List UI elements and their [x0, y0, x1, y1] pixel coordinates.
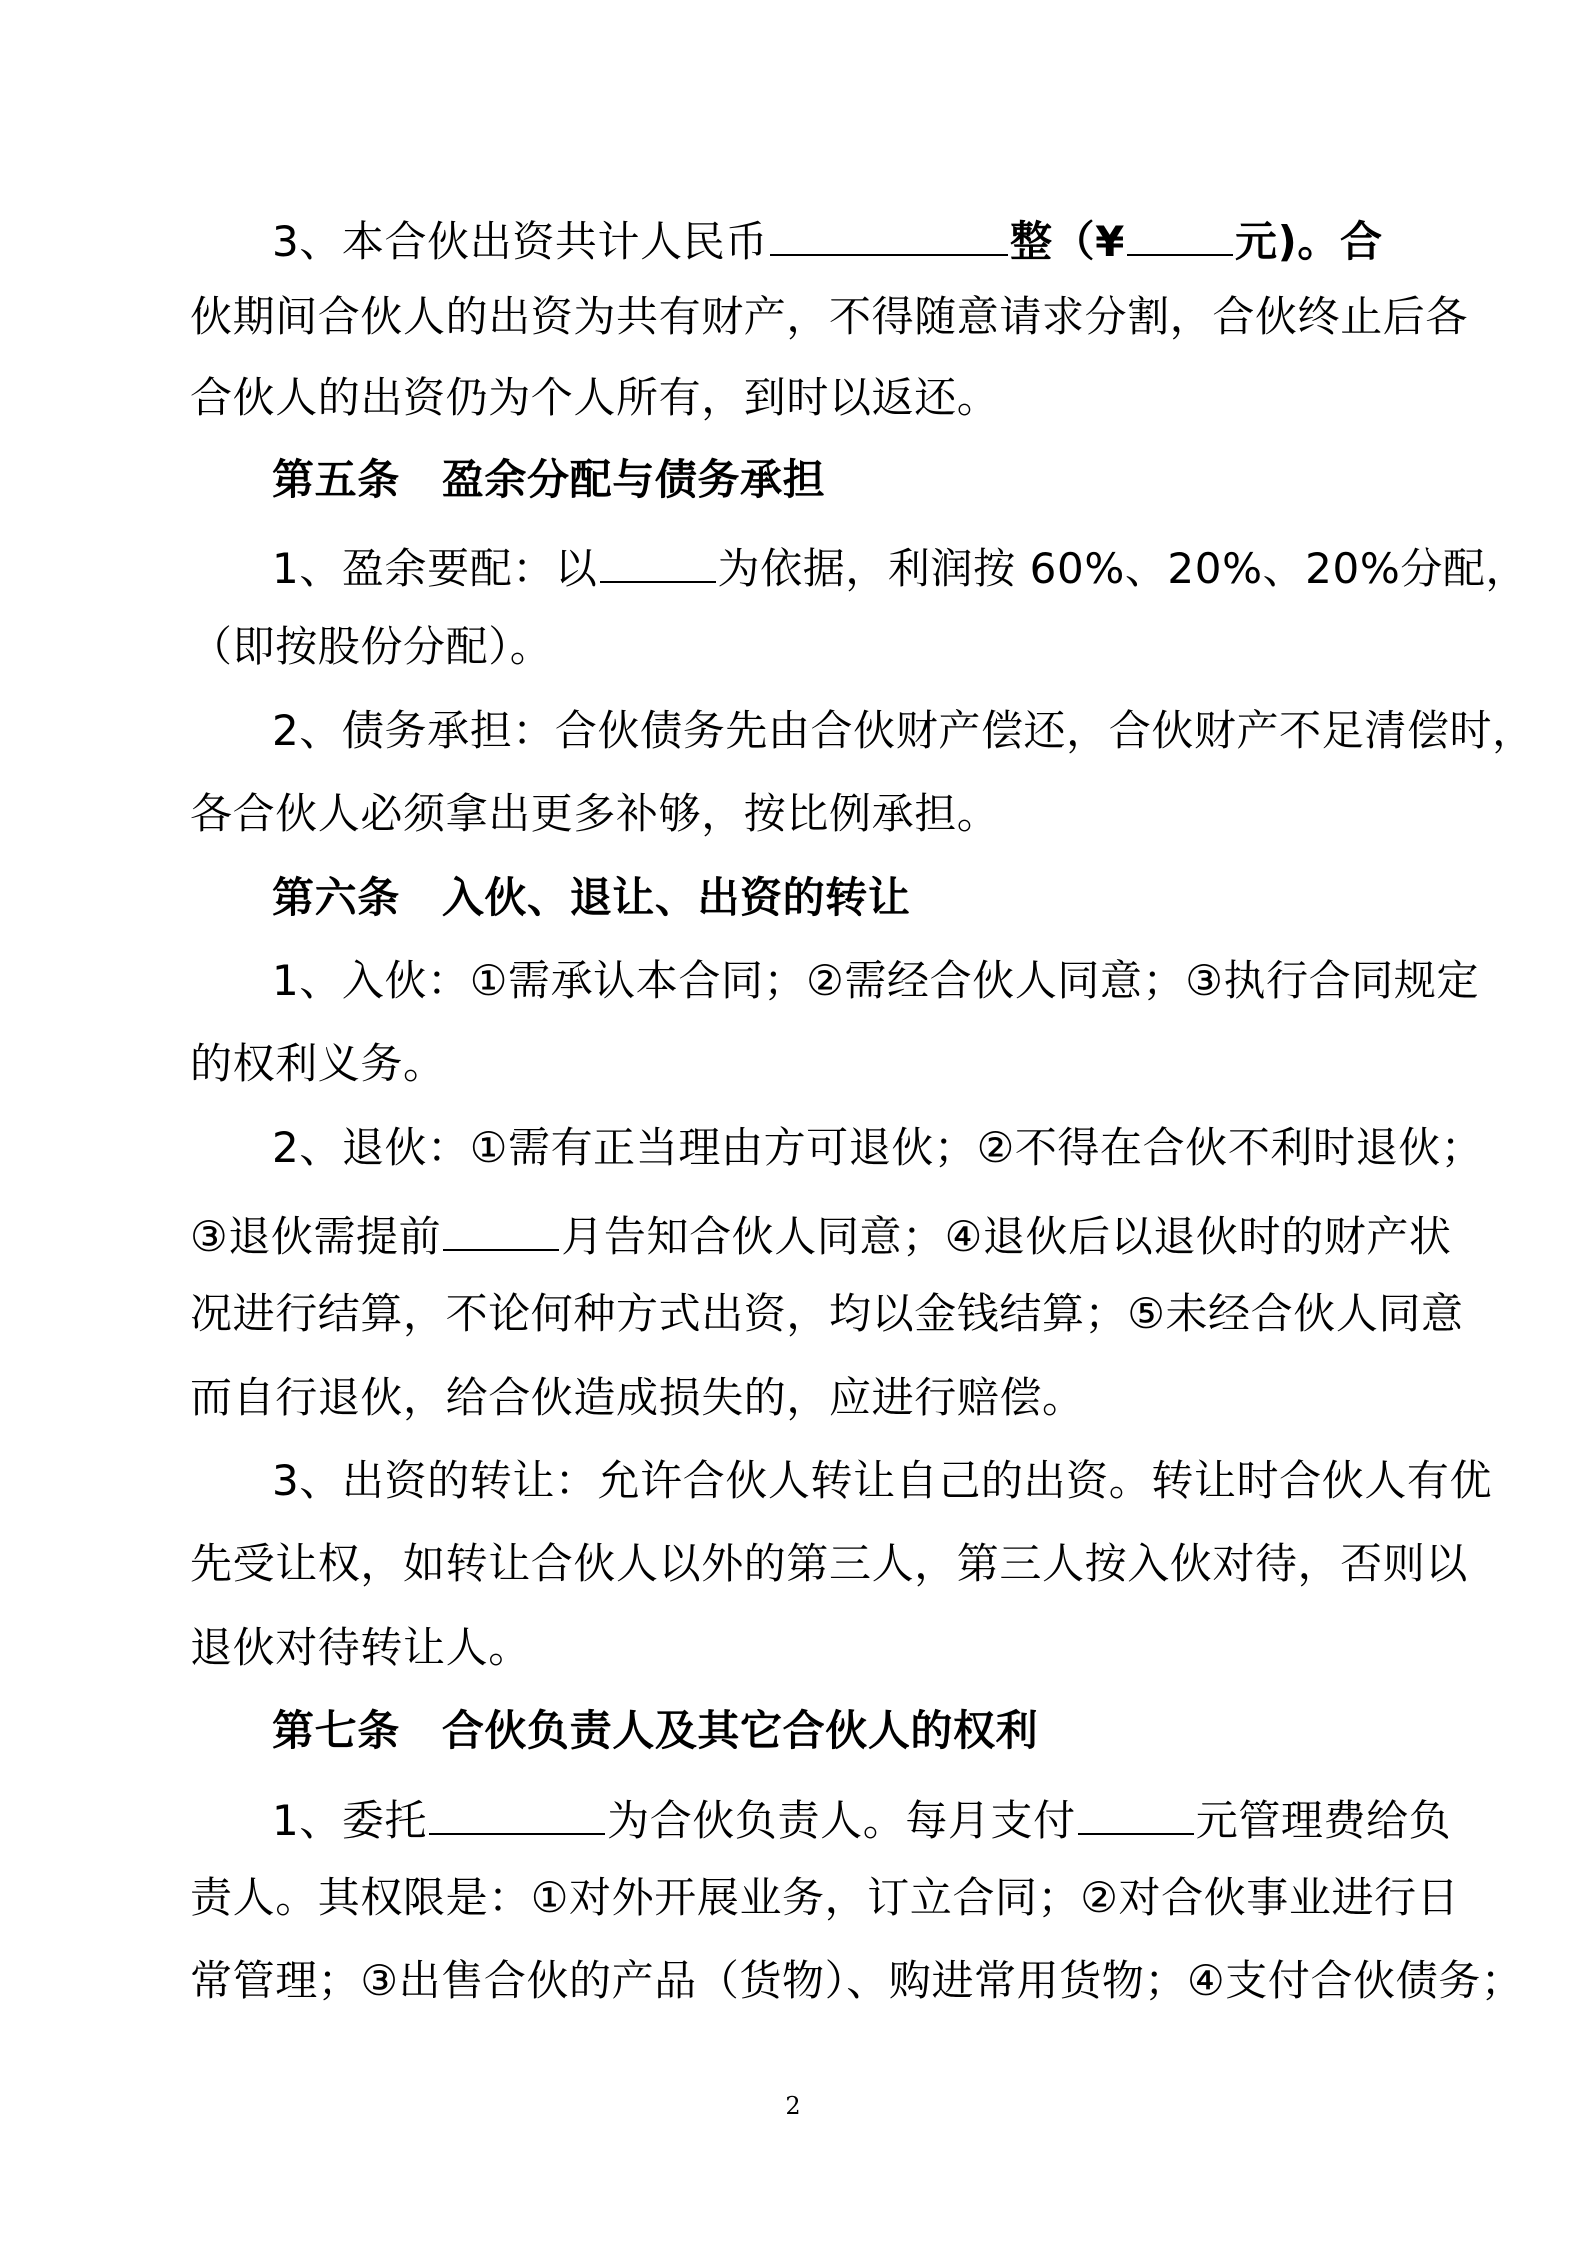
paragraph-line-16 [272, 1453, 1492, 1509]
paragraph-line-14 [190, 1286, 1464, 1342]
line-text: 为依据，利润按 60%、20%、20%分配， [717, 544, 1529, 593]
line-text: 合伙人的出资仍为个人所有，到时以返还。 [190, 373, 1000, 422]
paragraph-line-22 [190, 1953, 1524, 2009]
blank-basis [600, 535, 716, 583]
article-number: 第六条 [272, 873, 400, 922]
line-text: 为合伙负责人。每月支付 [607, 1796, 1076, 1845]
line-text: 况进行结算，不论何种方式出资，均以金钱结算；⑤未经合伙人同意 [190, 1289, 1464, 1338]
paragraph-line-2 [190, 289, 1468, 345]
line-text: ③退伙需提前 [190, 1212, 442, 1261]
line-text: 而自行退伙，给合伙造成损失的，应进行赔偿。 [190, 1373, 1085, 1422]
line-text: 2、退伙：①需有正当理由方可退伙；②不得在合伙不利时退伙； [272, 1123, 1484, 1172]
paragraph-line-1 [272, 208, 1383, 270]
page-number: 2 [785, 2092, 801, 2120]
paragraph-line-8 [190, 786, 999, 842]
line-text: 3、出资的转让：允许合伙人转让自己的出资。转让时合伙人有优 [272, 1456, 1493, 1505]
line-text: 月告知合伙人同意；④退伙后以退伙时的财产状 [561, 1212, 1452, 1261]
article-number: 第五条 [272, 455, 400, 504]
article-heading-7 [272, 1703, 1038, 1759]
paragraph-line-21 [190, 1870, 1459, 1926]
blank-amount-cn [770, 208, 1008, 256]
line-text: 伙期间合伙人的出资为共有财产，不得随意请求分割，合伙终止后各 [190, 292, 1469, 341]
line-text: 2、债务承担：合伙债务先由合伙财产偿还，合伙财产不足清偿时， [272, 706, 1535, 755]
article-title: 合伙负责人及其它合伙人的权利 [441, 1706, 1039, 1755]
line-text: 先受让权，如转让合伙人以外的第三人，第三人按入伙对待，否则以 [190, 1539, 1469, 1588]
paragraph-line-18 [190, 1620, 531, 1676]
line-text: 1、盈余要配：以 [272, 544, 598, 593]
article-number: 第七条 [272, 1706, 400, 1755]
line-text: 的权利义务。 [190, 1039, 446, 1088]
paragraph-line-3 [190, 370, 999, 426]
blank-months [443, 1203, 559, 1251]
paragraph-line-6 [190, 619, 552, 675]
article-heading-6 [272, 870, 910, 926]
line-text: 1、入伙：①需承认本合同；②需经合伙人同意；③执行合同规定 [272, 956, 1480, 1005]
line-text: 元)。合 [1234, 217, 1383, 266]
blank-manager-name [429, 1787, 605, 1835]
line-text: 常管理；③出售合伙的产品（货物）、购进常用货物；④支付合伙债务； [190, 1956, 1524, 2005]
line-text: 整（¥ [1009, 217, 1125, 266]
paragraph-line-11 [190, 1036, 446, 1092]
line-text: 1、委托 [272, 1796, 428, 1845]
paragraph-line-15 [190, 1370, 1085, 1426]
line-text: 责人。其权限是：①对外开展业务，订立合同；②对合伙事业进行日 [190, 1873, 1460, 1922]
line-text: 3、本合伙出资共计人民币 [272, 217, 768, 266]
line-text: 各合伙人必须拿出更多补够，按比例承担。 [190, 789, 1000, 838]
blank-management-fee [1078, 1787, 1194, 1835]
paragraph-line-10 [272, 953, 1479, 1009]
line-text: （即按股份分配）。 [190, 622, 553, 671]
blank-amount-num [1127, 208, 1233, 256]
paragraph-line-5 [272, 535, 1528, 597]
line-text: 元管理费给负 [1195, 1796, 1452, 1845]
paragraph-line-12 [272, 1120, 1483, 1176]
article-heading-5 [272, 452, 825, 508]
article-title: 盈余分配与债务承担 [441, 455, 826, 504]
article-title: 入伙、退让、出资的转让 [441, 873, 911, 922]
paragraph-line-7 [272, 703, 1535, 759]
paragraph-line-20 [272, 1787, 1451, 1849]
paragraph-line-17 [190, 1536, 1468, 1592]
line-text: 退伙对待转让人。 [190, 1623, 531, 1672]
paragraph-line-13 [190, 1203, 1452, 1265]
